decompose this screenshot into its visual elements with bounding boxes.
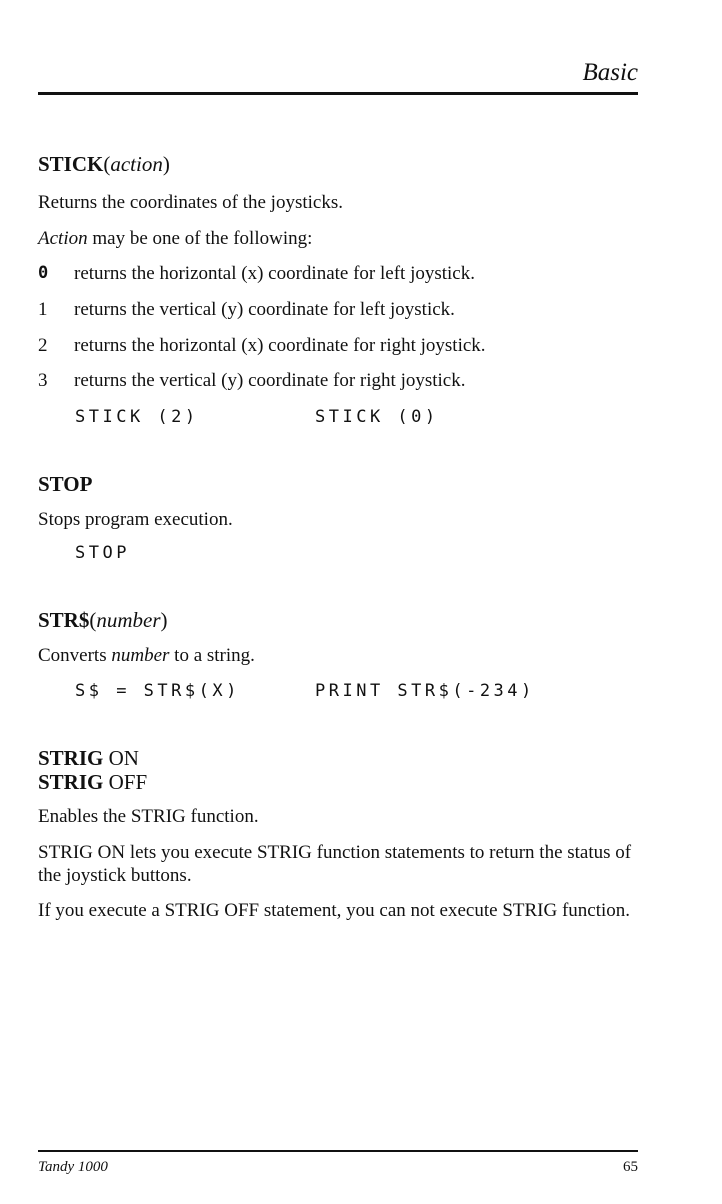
stick-option-text: returns the vertical (y) coordinate for left joystick.: [74, 299, 455, 320]
strs-close-paren: ): [160, 608, 168, 632]
stick-keyword: STICK: [38, 152, 104, 176]
stick-description: Returns the coordinates of the joysticks.: [38, 192, 343, 213]
strs-example-2: PRINT STR$(-234): [315, 681, 535, 701]
stop-description: Stops program execution.: [38, 509, 233, 530]
strig-paragraph-2: STRIG ON lets you execute STRIG function statements to return the status of the joystick buttons.: [38, 842, 632, 886]
stick-open-paren: (: [103, 152, 111, 176]
strig-paragraph-3: If you execute a STRIG OFF statement, you can not execute STRIG function.: [38, 900, 631, 921]
strs-desc-post: to a string.: [169, 645, 255, 666]
stick-option-num: 2: [38, 335, 48, 356]
stick-option-text: returns the vertical (y) coordinate for right joystick.: [74, 370, 466, 391]
strs-desc-pre: Converts: [38, 645, 112, 666]
stick-example-2: STICK (0): [315, 407, 439, 427]
stop-heading: STOP: [38, 472, 93, 496]
stick-option-num: 3: [38, 370, 48, 391]
stick-option-num: 1: [38, 299, 48, 320]
strs-keyword: STR$: [38, 608, 90, 632]
strig-mode-off: OFF: [103, 770, 148, 794]
strig-heading-off: [38, 770, 638, 794]
strs-desc-arg: number: [111, 645, 170, 666]
strig-mode-on: ON: [103, 746, 139, 770]
strig-heading-on: [38, 746, 638, 770]
strs-heading: [38, 608, 638, 632]
strs-open-paren: (: [89, 608, 97, 632]
strig-p2-block: [38, 841, 638, 887]
stick-close-paren: ): [162, 152, 170, 176]
strig-keyword-on: STRIG: [38, 746, 104, 770]
page-number: 65: [623, 1159, 638, 1175]
strig-heading-block: [38, 746, 638, 794]
stick-action-word: Action: [38, 228, 88, 249]
strig-keyword-off: STRIG: [38, 770, 104, 794]
stick-option-text: returns the horizontal (x) coordinate for left joystick.: [74, 263, 475, 284]
stick-option-num: 0: [38, 263, 49, 283]
strs-heading-block: [38, 608, 638, 632]
strig-p1-block: [38, 805, 638, 828]
strs-desc-block: [38, 644, 638, 667]
stick-action-rest: may be one of the following:: [87, 228, 313, 249]
strig-paragraph-1: Enables the STRIG function.: [38, 806, 259, 827]
header-rule: [38, 92, 638, 95]
page-header-title: Basic: [582, 59, 638, 86]
strs-description: [38, 644, 638, 667]
stick-action-intro: [38, 227, 638, 250]
stick-desc-block: [38, 191, 638, 214]
footer-book-title: Tandy 1000: [38, 1159, 108, 1175]
stop-example: STOP: [75, 543, 130, 563]
strig-p3-block: [38, 899, 638, 922]
stick-option-text: returns the horizontal (x) coordinate for right joystick.: [74, 335, 486, 356]
stick-heading: [38, 152, 638, 176]
stick-action-block: [38, 227, 638, 250]
stick-arg: action: [110, 152, 163, 176]
strs-example-1: S$ = STR$(X): [75, 681, 240, 701]
footer-rule: [38, 1150, 638, 1152]
stick-example-1: STICK (2): [75, 407, 199, 427]
stop-desc-block: [38, 508, 638, 531]
strs-arg: number: [96, 608, 161, 632]
stick-heading-block: [38, 152, 638, 176]
stop-heading-block: [38, 472, 638, 496]
